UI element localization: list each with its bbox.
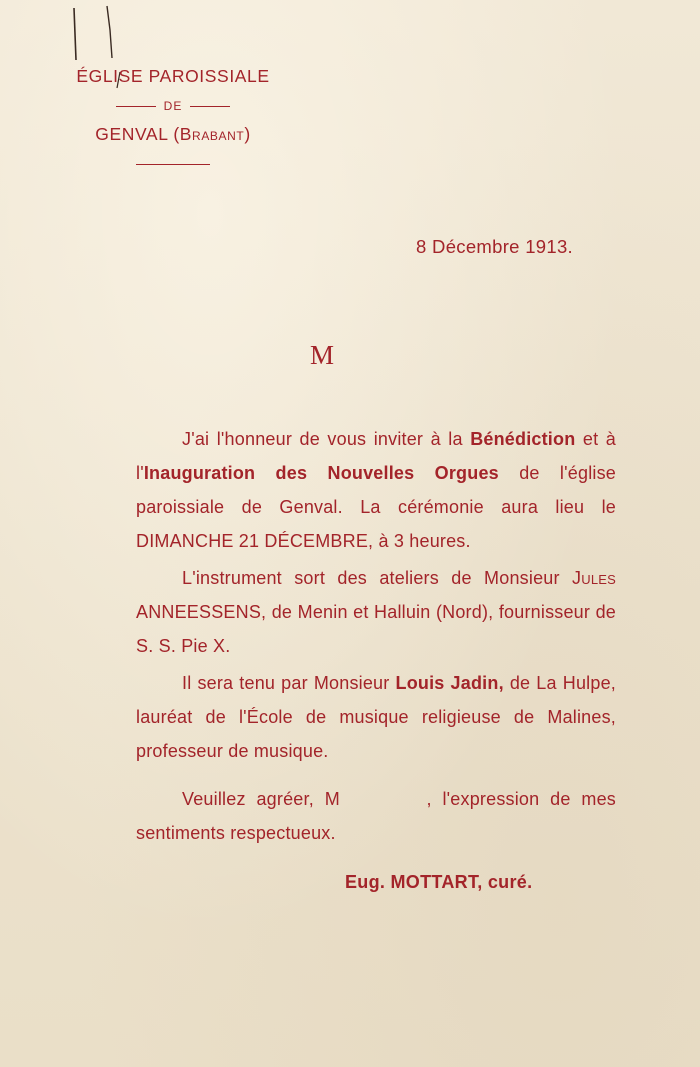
p2-text-b: ANNEESSENS, de Menin et Halluin (Nord), fournisseur de S. S. Pie X. xyxy=(136,602,616,656)
p2-text-a: L'instrument sort des ateliers de Monsieur xyxy=(182,568,573,588)
paragraph-closing: Veuillez agréer, M , l'expression de mes sentiments respectueux. xyxy=(136,789,622,843)
letterhead-de-text: DE xyxy=(163,99,183,113)
dash-right xyxy=(190,106,230,107)
letterhead-town-name: GENVAL xyxy=(95,124,168,144)
paragraph-invitation xyxy=(136,422,616,558)
letterhead-region: (Brabant) xyxy=(173,124,251,144)
p1-inauguration: Inauguration des Nouvelles Orgues xyxy=(143,463,499,483)
paragraph-organist xyxy=(136,666,616,768)
letterhead-de xyxy=(58,98,288,114)
salutation: M xyxy=(310,340,335,370)
p3-text-a: Il sera tenu par Monsieur xyxy=(182,673,396,693)
letterhead-town xyxy=(58,122,288,146)
p1-text-e: de l'église paroissiale de Genval. La cérémonie aura lieu le DIMANCHE 21 DÉCEMBRE, à 3 heures. xyxy=(136,463,617,551)
p3-text-b: de La Hulpe, lauréat de l'École de musique religieuse de Malines, professeur de musique. xyxy=(136,673,616,761)
p1-text-a: J'ai l'honneur de vous inviter à la xyxy=(182,429,471,449)
paragraph-instrument xyxy=(136,561,616,663)
letter-date: 8 Décembre 1913. xyxy=(416,236,574,257)
p2-jules: Jules xyxy=(572,568,616,588)
letterhead-church: ÉGLISE PAROISSIALE xyxy=(76,66,270,86)
p1-text-c: et à l' xyxy=(136,429,616,483)
letter-body xyxy=(136,422,622,850)
letterhead xyxy=(58,64,288,165)
p1-benediction: Bénédiction xyxy=(470,429,576,449)
signature: Eug. MOTTART, curé. xyxy=(345,872,533,892)
dash-left xyxy=(116,106,156,107)
p3-louis-jadin: Louis Jadin, xyxy=(395,673,504,693)
letterhead-rule xyxy=(136,164,210,165)
